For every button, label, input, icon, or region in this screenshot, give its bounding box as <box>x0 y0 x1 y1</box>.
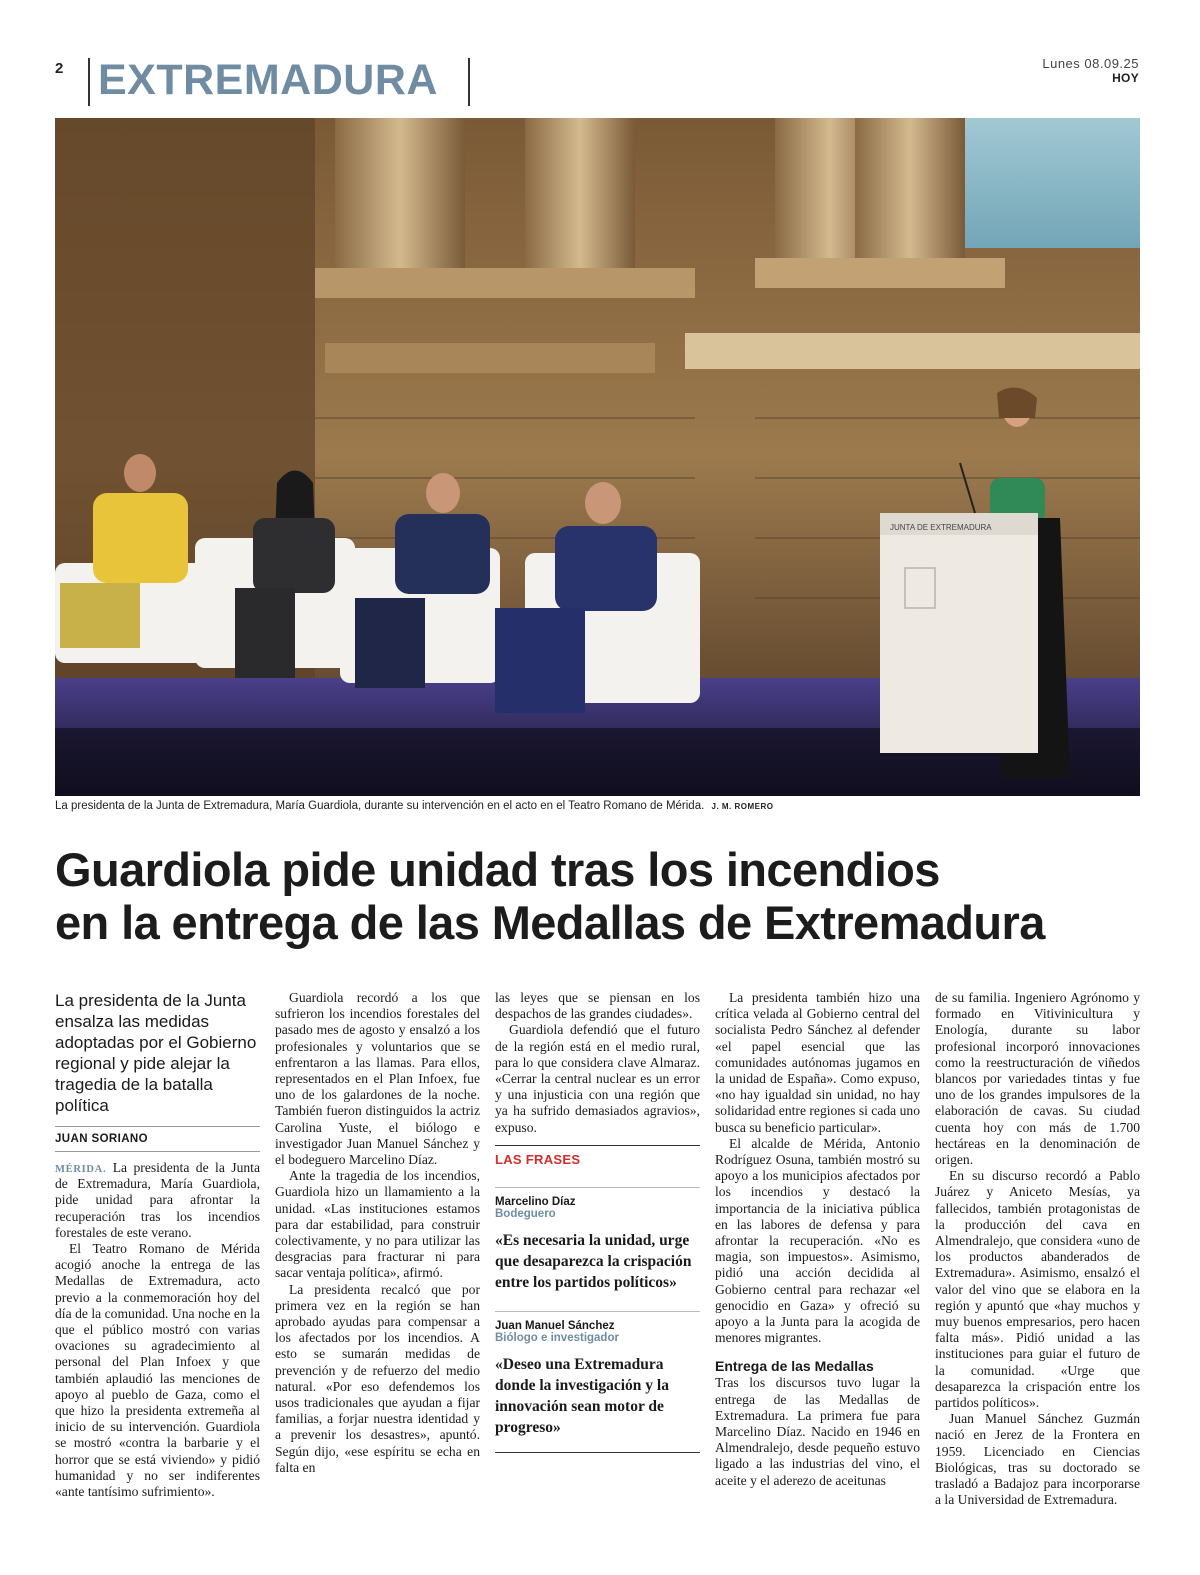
quote-text: «Es necesaria la unidad, urge que desaparezca la crispación entre los partidos políticos» <box>495 1231 692 1291</box>
byline: JUAN SORIANO <box>55 1126 260 1145</box>
quote-author: Juan Manuel Sánchez <box>495 1319 615 1332</box>
quotes-title: LAS FRASES <box>495 1152 700 1188</box>
article-column-2 <box>275 990 480 1476</box>
body-paragraph: La presidenta también hizo una crítica velada al Gobierno central del socialista Pedro Sánchez al defender «el papel esencial que las comunidades autónomas jugamos en la unidad de España». Como expuso, «no hay igualdad sin unidad, no hay solidaridad entre regiones si cada uno busca su beneficio particular». <box>715 990 920 1135</box>
body-paragraph: Juan Manuel Sánchez Guzmán nació en Jerez de la Frontera en 1959. Licenciado en Ciencias Biológicas, tras su doctorado se trasladó a Badajoz para incorporarse a la Universidad de Extremadura. <box>935 1411 1140 1508</box>
section-title: EXTREMADURA <box>98 56 438 104</box>
issue-date: Lunes 08.09.25 <box>1042 56 1139 71</box>
page-number: 2 <box>55 60 64 77</box>
dateline: MÉRIDA. <box>55 1164 107 1175</box>
quote-author-role: Bodeguero <box>495 1207 556 1220</box>
byline-divider <box>55 1151 260 1152</box>
quote-text: «Deseo una Extremadura donde la investigación y la innovación sean motor de progreso» <box>495 1355 669 1436</box>
body-paragraph: las leyes que se piensan en los despachos de las grandes ciudades». <box>495 990 700 1022</box>
body-text: La presidenta de la Junta de Extremadura, María Guardiola, pide unidad para afrontar la recuperación tras los incendios forestales de este verano. <box>55 1160 260 1240</box>
standfirst: La presidenta de la Junta ensalza las medidas adoptadas por el Gobierno regional y pide alejar la tragedia de la batalla política <box>55 991 257 1115</box>
quote-item <box>495 1188 700 1293</box>
body-paragraph <box>55 1160 260 1241</box>
subheading: Entrega de las Medallas <box>715 1358 874 1375</box>
headline <box>55 843 1145 949</box>
photo-image <box>55 118 1140 796</box>
headline-line-1: Guardiola pide unidad tras los incendios <box>55 843 940 896</box>
quote-author-role: Biólogo e investigador <box>495 1331 619 1344</box>
photo-credit: J. M. ROMERO <box>711 802 774 811</box>
newspaper-name: HOY <box>1112 71 1139 85</box>
article-column-4 <box>715 990 920 1489</box>
section-divider-right <box>468 58 470 106</box>
section-divider-left <box>88 58 90 106</box>
body-paragraph: Tras los discursos tuvo lugar la entrega de las Medallas de Extremadura. La primera fue para Marcelino Díaz. Nacido en 1946 en Almendralejo, desde pequeño estuvo ligado a las industrias del vino, el aceite y el aderezo de aceitunas <box>715 1375 920 1488</box>
body-paragraph: Guardiola defendió que el futuro de la región está en el medio rural, para lo que considera clave Almaraz. «Cerrar la central nuclear es un error y una injusticia con una región que ya ha sufrido demasiados agravios», expuso. <box>495 1022 700 1135</box>
body-paragraph: Ante la tragedia de los incendios, Guardiola hizo un llamamiento a la unidad. «Las instituciones estamos para dar estabilidad, para construir colectivamente, y no para utilizar las desgracias para fracturar ni para sacar ventaja política», afirmó. <box>275 1168 480 1281</box>
body-paragraph: En su discurso recordó a Pablo Juárez y Aniceto Mesías, ya fallecidos, también protagonistas de la producción del cava en Almendralejo, que considera «uno de los productos abanderados de Extremadura». Asimismo, ensalzó el valor del vino que se elabora en la región y apuntó que «hay muchos y muy buenos empresarios, pero hacen falta más». Pidió unidad a las instituciones para guiar el futuro de la comunidad. «Urge que desaparezca la crispación entre los partidos políticos». <box>935 1168 1140 1411</box>
podium-label: JUNTA DE EXTREMADURA <box>890 523 992 532</box>
body-paragraph: Guardiola recordó a los que sufrieron los incendios forestales del pasado mes de agosto y ensalzó a los profesionales y voluntarios que se enfrentaron a las llamas. Para ellos, representados en el Plan Infoex, fue uno de los galardones de la noche. También fueron distinguidos la actriz Carolina Yuste, el biólogo e investigador Juan Manuel Sánchez y el bodeguero Marcelino Díaz. <box>275 990 480 1168</box>
article-column-3 <box>495 990 700 1453</box>
body-paragraph: de su familia. Ingeniero Agrónomo y formado en Vitivinicultura y Enología, durante su labor profesional incorporó innovaciones como la reestructuración de viñedos blancos por variedades tintas y fue uno de los grandes impulsores de la elaboración de cavas. Su ciudad cuenta hoy con más de 1.700 hectáreas en la denominación de origen. <box>935 990 1140 1168</box>
photo-caption <box>55 800 1140 812</box>
quote-author: Marcelino Díaz <box>495 1195 576 1208</box>
article-column-5 <box>935 990 1140 1509</box>
quote-item <box>495 1311 700 1438</box>
quotes-box <box>495 1145 700 1453</box>
body-paragraph: El Teatro Romano de Mérida acogió anoche la entrega de las Medallas de Extremadura, acto previo a la conmemoración hoy del día de la comunidad. Una noche en la que el público mostró con varias ovaciones su agradecimiento al personal del Plan Infoex y que también aplaudió las menciones de apoyo al pueblo de Gaza, como el que hizo la presidenta extremeña al inicio de su intervención. Guardiola se mostró «contra la barbarie y el horror que se está viviendo» y pidió humanidad y no ser indiferentes «ante tantísimo sufrimiento». <box>55 1241 260 1500</box>
headline-line-2: en la entrega de las Medallas de Extremadura <box>55 896 1045 949</box>
article-column-1 <box>55 990 260 1500</box>
quotes-bottom-rule <box>495 1452 700 1453</box>
body-paragraph: El alcalde de Mérida, Antonio Rodríguez Osuna, también mostró su apoyo a los municipios afectados por los incendios y destacó la importancia de la iniciativa pública en las labores de defensa y para afrontar la recuperación. «No es magia, son impuestos». Asimismo, pidió una acción decidida al Gobierno central para rechazar «el genocidio en Gaza» y ofreció su apoyo a la Junta para la acogida de menores migrantes. <box>715 1135 920 1346</box>
caption-text: La presidenta de la Junta de Extremadura, María Guardiola, durante su intervención en el acto en el Teatro Romano de Mérida. <box>55 800 705 812</box>
body-paragraph: La presidenta recalcó que por primera vez en la región se han aprobado ayudas para compensar a los afectados por los incendios. A esto se sumarán medidas de prevención y de refuerzo del medio natural. «Por eso defendemos los usos tradicionales que ayudan a fijar familias, a forjar nuestra identidad y a prevenir los desastres», apuntó. Según dijo, «ese espíritu se echa en falta en <box>275 1281 480 1475</box>
